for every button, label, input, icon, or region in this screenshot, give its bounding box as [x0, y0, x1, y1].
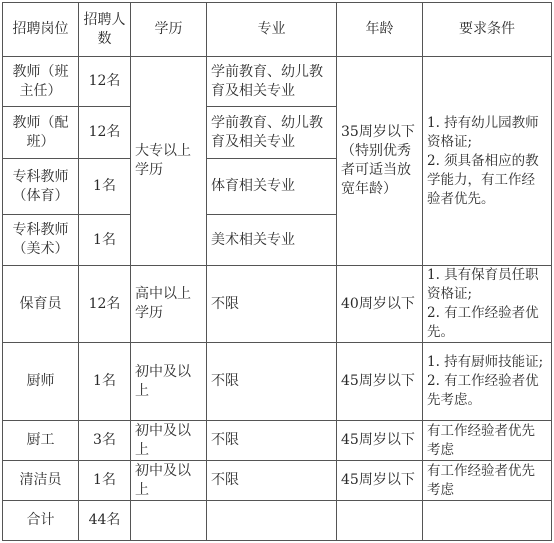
- header-position: 招聘岗位: [3, 3, 79, 57]
- requirement-line: 2. 有工作经验者优先。: [427, 305, 539, 340]
- count-cell: 12名: [79, 266, 131, 343]
- position-cell: 教师（班主任）: [3, 57, 79, 107]
- major-cell: 不限: [207, 461, 337, 501]
- requirement-cell: 有工作经验者优先考虑: [423, 421, 552, 461]
- empty-cell: [131, 501, 207, 541]
- age-cell: 45周岁以下: [337, 461, 423, 501]
- count-cell: 1名: [79, 215, 131, 266]
- major-cell: 美术相关专业: [207, 215, 337, 266]
- header-education: 学历: [131, 3, 207, 57]
- requirement-line: 1. 持有幼儿园教师资格证;: [427, 114, 539, 150]
- header-row: [3, 3, 552, 57]
- position-cell: 清洁员: [3, 461, 79, 501]
- education-cell: 初中及以上: [131, 421, 207, 461]
- position-cell: 保育员: [3, 266, 79, 343]
- requirement-cell: 有工作经验者优先考虑: [423, 461, 552, 501]
- age-cell: 35周岁以下（特别优秀者可适当放宽年龄）: [337, 57, 423, 266]
- table-row: [3, 343, 552, 421]
- major-cell: 不限: [207, 266, 337, 343]
- recruitment-table: [2, 2, 552, 541]
- total-row: [3, 501, 552, 541]
- count-cell: 12名: [79, 57, 131, 107]
- age-cell: 40周岁以下: [337, 266, 423, 343]
- position-cell: 厨工: [3, 421, 79, 461]
- header-count: 招聘人数: [79, 3, 131, 57]
- major-cell: 体育相关专业: [207, 159, 337, 215]
- total-label: 合计: [3, 501, 79, 541]
- count-cell: 12名: [79, 107, 131, 159]
- header-requirements: 要求条件: [423, 3, 552, 57]
- age-cell: 45周岁以下: [337, 421, 423, 461]
- age-cell: 45周岁以下: [337, 343, 423, 421]
- table-row: [3, 421, 552, 461]
- header-age: 年龄: [337, 3, 423, 57]
- requirement-cell: [423, 57, 552, 266]
- major-cell: 学前教育、幼儿教育及相关专业: [207, 57, 337, 107]
- count-cell: 1名: [79, 159, 131, 215]
- education-cell: 大专以上学历: [131, 57, 207, 266]
- requirement-line: 1. 持有厨师技能证;: [427, 354, 544, 370]
- empty-cell: [207, 501, 337, 541]
- empty-cell: [423, 501, 552, 541]
- table-row: [3, 461, 552, 501]
- major-cell: 学前教育、幼儿教育及相关专业: [207, 107, 337, 159]
- requirement-line: 2. 须具备相应的教学能力，有工作经验者优先。: [427, 152, 539, 207]
- count-cell: 1名: [79, 343, 131, 421]
- major-cell: 不限: [207, 343, 337, 421]
- requirement-cell: [423, 266, 552, 343]
- requirement-line: 2. 有工作经验者优先考虑。: [427, 373, 539, 408]
- table-row: [3, 57, 552, 107]
- count-cell: 3名: [79, 421, 131, 461]
- header-major: 专业: [207, 3, 337, 57]
- count-cell: 1名: [79, 461, 131, 501]
- position-cell: 专科教师（体育）: [3, 159, 79, 215]
- education-cell: 初中及以上: [131, 343, 207, 421]
- table-row: [3, 266, 552, 343]
- requirement-cell: [423, 343, 552, 421]
- position-cell: 厨师: [3, 343, 79, 421]
- education-cell: 初中及以上: [131, 461, 207, 501]
- total-count: 44名: [79, 501, 131, 541]
- empty-cell: [337, 501, 423, 541]
- requirement-line: 1. 具有保育员任职资格证;: [427, 267, 539, 302]
- position-cell: 教师（配班）: [3, 107, 79, 159]
- education-cell: 高中以上学历: [131, 266, 207, 343]
- position-cell: 专科教师（美术）: [3, 215, 79, 266]
- major-cell: 不限: [207, 421, 337, 461]
